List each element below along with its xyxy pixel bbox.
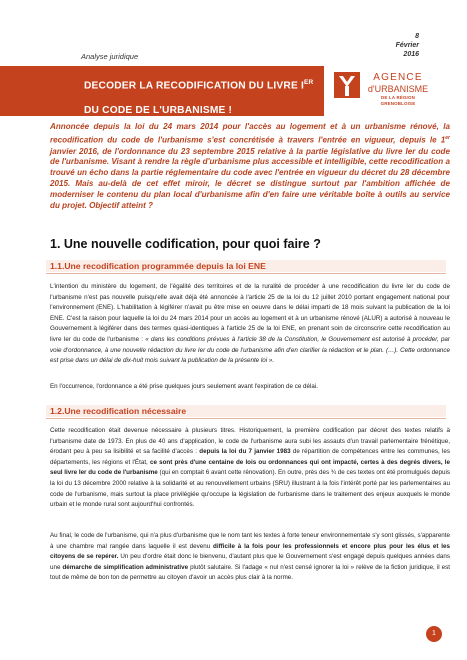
subsection-1-2-heading: 1.2.Une recodification nécessaire [50,406,187,416]
intro-text-2: 1 [440,135,446,145]
document-title [84,70,322,123]
intro-text-1: Annoncée depuis la loi du 24 mars 2014 pour l'accès au logement et à un urbanisme rénové, la recodification du code de l'urbanisme s'est concrétisée à travers l'entrée en vigueur, depuis le [50,122,450,145]
subsection-1-1-heading: 1.1.Une recodification programmée depuis la loi ENE [50,261,266,271]
subsection-1-2-paragraph-1 [50,426,450,511]
subsection-1-2-rule [46,418,446,419]
title-line-2: DU CODE DE L'URBANISME ! [84,105,233,117]
subsection-1-2-text-f: Au final, le code de l'urbanisme, qui n'a plus d'urbanisme que le nom tant les textes à forte teneur environnementale s'y sont glissés, s'apparente à une chambre mal rangée dans laquelle il est devenu [50,532,450,550]
kicker: Analyse juridique [81,52,139,61]
subsection-1-2-text-g: difficile à la fois pour les professionnels et encore plus pour les élus et les citoyens de se repérer. [50,542,450,561]
title-line-1: DECODER LA RECODIFICATION DU LIVRE I [84,80,305,92]
subsection-1-2-text-d: ce sont près d'une centaine de lois ou ordonnances qui ont impacté, certes à des degrés divers, le seul livre Ier du code de l'urbanisme [50,458,450,477]
logo-text [364,72,432,107]
intro-text-4: janvier 2016, de l'ordonnance du 23 septembre 2015 relative à la partie législative du livre Ier du code de l'urbanisme. Visant à rendre la règle d'urbanisme plus accessible et intelligible, cette recodification a trouvé un écho dans la partie réglementaire du code avec l'entrée en vigueur du décret du 28 décembre 2015. Mais au-delà de cet effet miroir, le décret se distingue surtout par l'ambition affichée de moderniser le contenu du plan local d'urbanisme afin d'en faire une véritable boîte à outils au service du projet. Objectif atteint ? [50,146,450,211]
page-number: 1 [426,626,442,642]
subsection-1-2-text-b: depuis la loi du 7 janvier 1983 [199,448,291,456]
subsection-1-2-text-c: de répartition de compétences entre les communes, les départements, les régions et l'État, [50,448,450,466]
section-1-heading: 1. Une nouvelle codification, pour quoi faire ? [50,237,321,251]
date-year: 2016 [403,51,419,58]
logo-mark-icon [332,70,362,100]
logo-line-3: DE LA RÉGION GRENOBLOISE [380,95,416,106]
intro-text-3: er [445,134,450,141]
intro-paragraph [50,122,450,212]
agency-logo [332,70,432,112]
subsection-1-2-text-e: (qui en comptait 6 avant cette rénovation). En outre, près des ¾ de ces textes ont été promulgués depuis la loi du 13 décembre 2000 relative à la solidarité et au renouvellement urbains (SRU) illustrant à la fois l'intérêt porté par les parlementaires au code de l'urbanisme, mais surtout la place privilégiée qu'occupe la législation de l'urbanisme dans le traitement des enjeux auxquels le monde urbain et le monde rural sont aujourd'hui confrontés. [50,469,450,509]
subsection-1-1-paragraph-2: En l'occurrence, l'ordonnance a été prise quelques jours seulement avant l'expiration de ce délai. [50,383,318,390]
subsection-1-1-paragraph [50,282,450,367]
logo-line-2: d'URBANISME [367,84,429,94]
subsection-1-2-text-i: démarche de simplification administrative [62,563,189,571]
date-month: Février [395,42,419,49]
subsection-1-2-text-h: Un peu d'ordre était donc le bienvenu, d'autant plus que le Gouvernement s'est engagé depuis quelques années dans une [50,553,450,571]
subsection-1-2-text-a: Cette recodification était devenue nécessaire à plusieurs titres. Historiquement, la première codification par décret des textes relatifs à l'urbanisme date de 1973. En plus de 40 ans d'application, le code de l'urbanisme aura subi les assauts d'un travail parlementaire frénétique, érodant peu à peu sa lisibilité et sa facilité d'accès : [50,427,450,456]
subsection-1-2-paragraph-2 [50,531,450,584]
date-day: 8 [415,33,419,40]
logo-line-1: AGENCE [373,72,423,83]
date [396,32,419,59]
subsection-1-1-text: L'intention du ministère du logement, de l'égalité des territoires et de la ruralité de procéder à une recodification du livre Ier du code de l'urbanisme n'est pas nouvelle puisqu'elle avait déjà été annoncée à l'article 25 de la loi du 12 juillet 2010 portant engagement national pour l'environnement (ENE). L'habilitation à légiférer n'avait pu être mise en oeuvre dans le délai imparti de 18 mois suivant la publication de la loi ENE. C'est la raison pour laquelle la loi du 24 mars 2014 pour un accès au logement et à un urbanisme rénové (ALUR) a autorisé à nouveau le Gouvernement à légiférer dans des termes quasi-identiques à l'article 25 de la loi ENE, en prenant soin de circonscrire cette recodification au livre Ier du code de l'urbanisme : [50,283,450,343]
title-superscript: ER [304,79,314,86]
subsection-1-1-quote: « dans les conditions prévues à l'article 38 de la Constitution, le Gouvernement est autorisé à procéder, par voie d'ordonnance, à une nouvelle rédaction du livre Ier du code de l'urbanisme afin d'en clarifier la rédaction et le plan. (…). Cette ordonnance est prise dans un délai de dix-huit mois suivant la publication de la présente loi ». [50,335,450,365]
subsection-1-2-text-j: plutôt salutaire. Si l'adage « nul n'est censé ignorer la loi » relève de la fiction juridique, il est tout de même de bon ton de permettre au citoyen d'avoir un accès plus clair à la norme. [50,563,450,582]
subsection-1-1-rule [46,273,446,274]
